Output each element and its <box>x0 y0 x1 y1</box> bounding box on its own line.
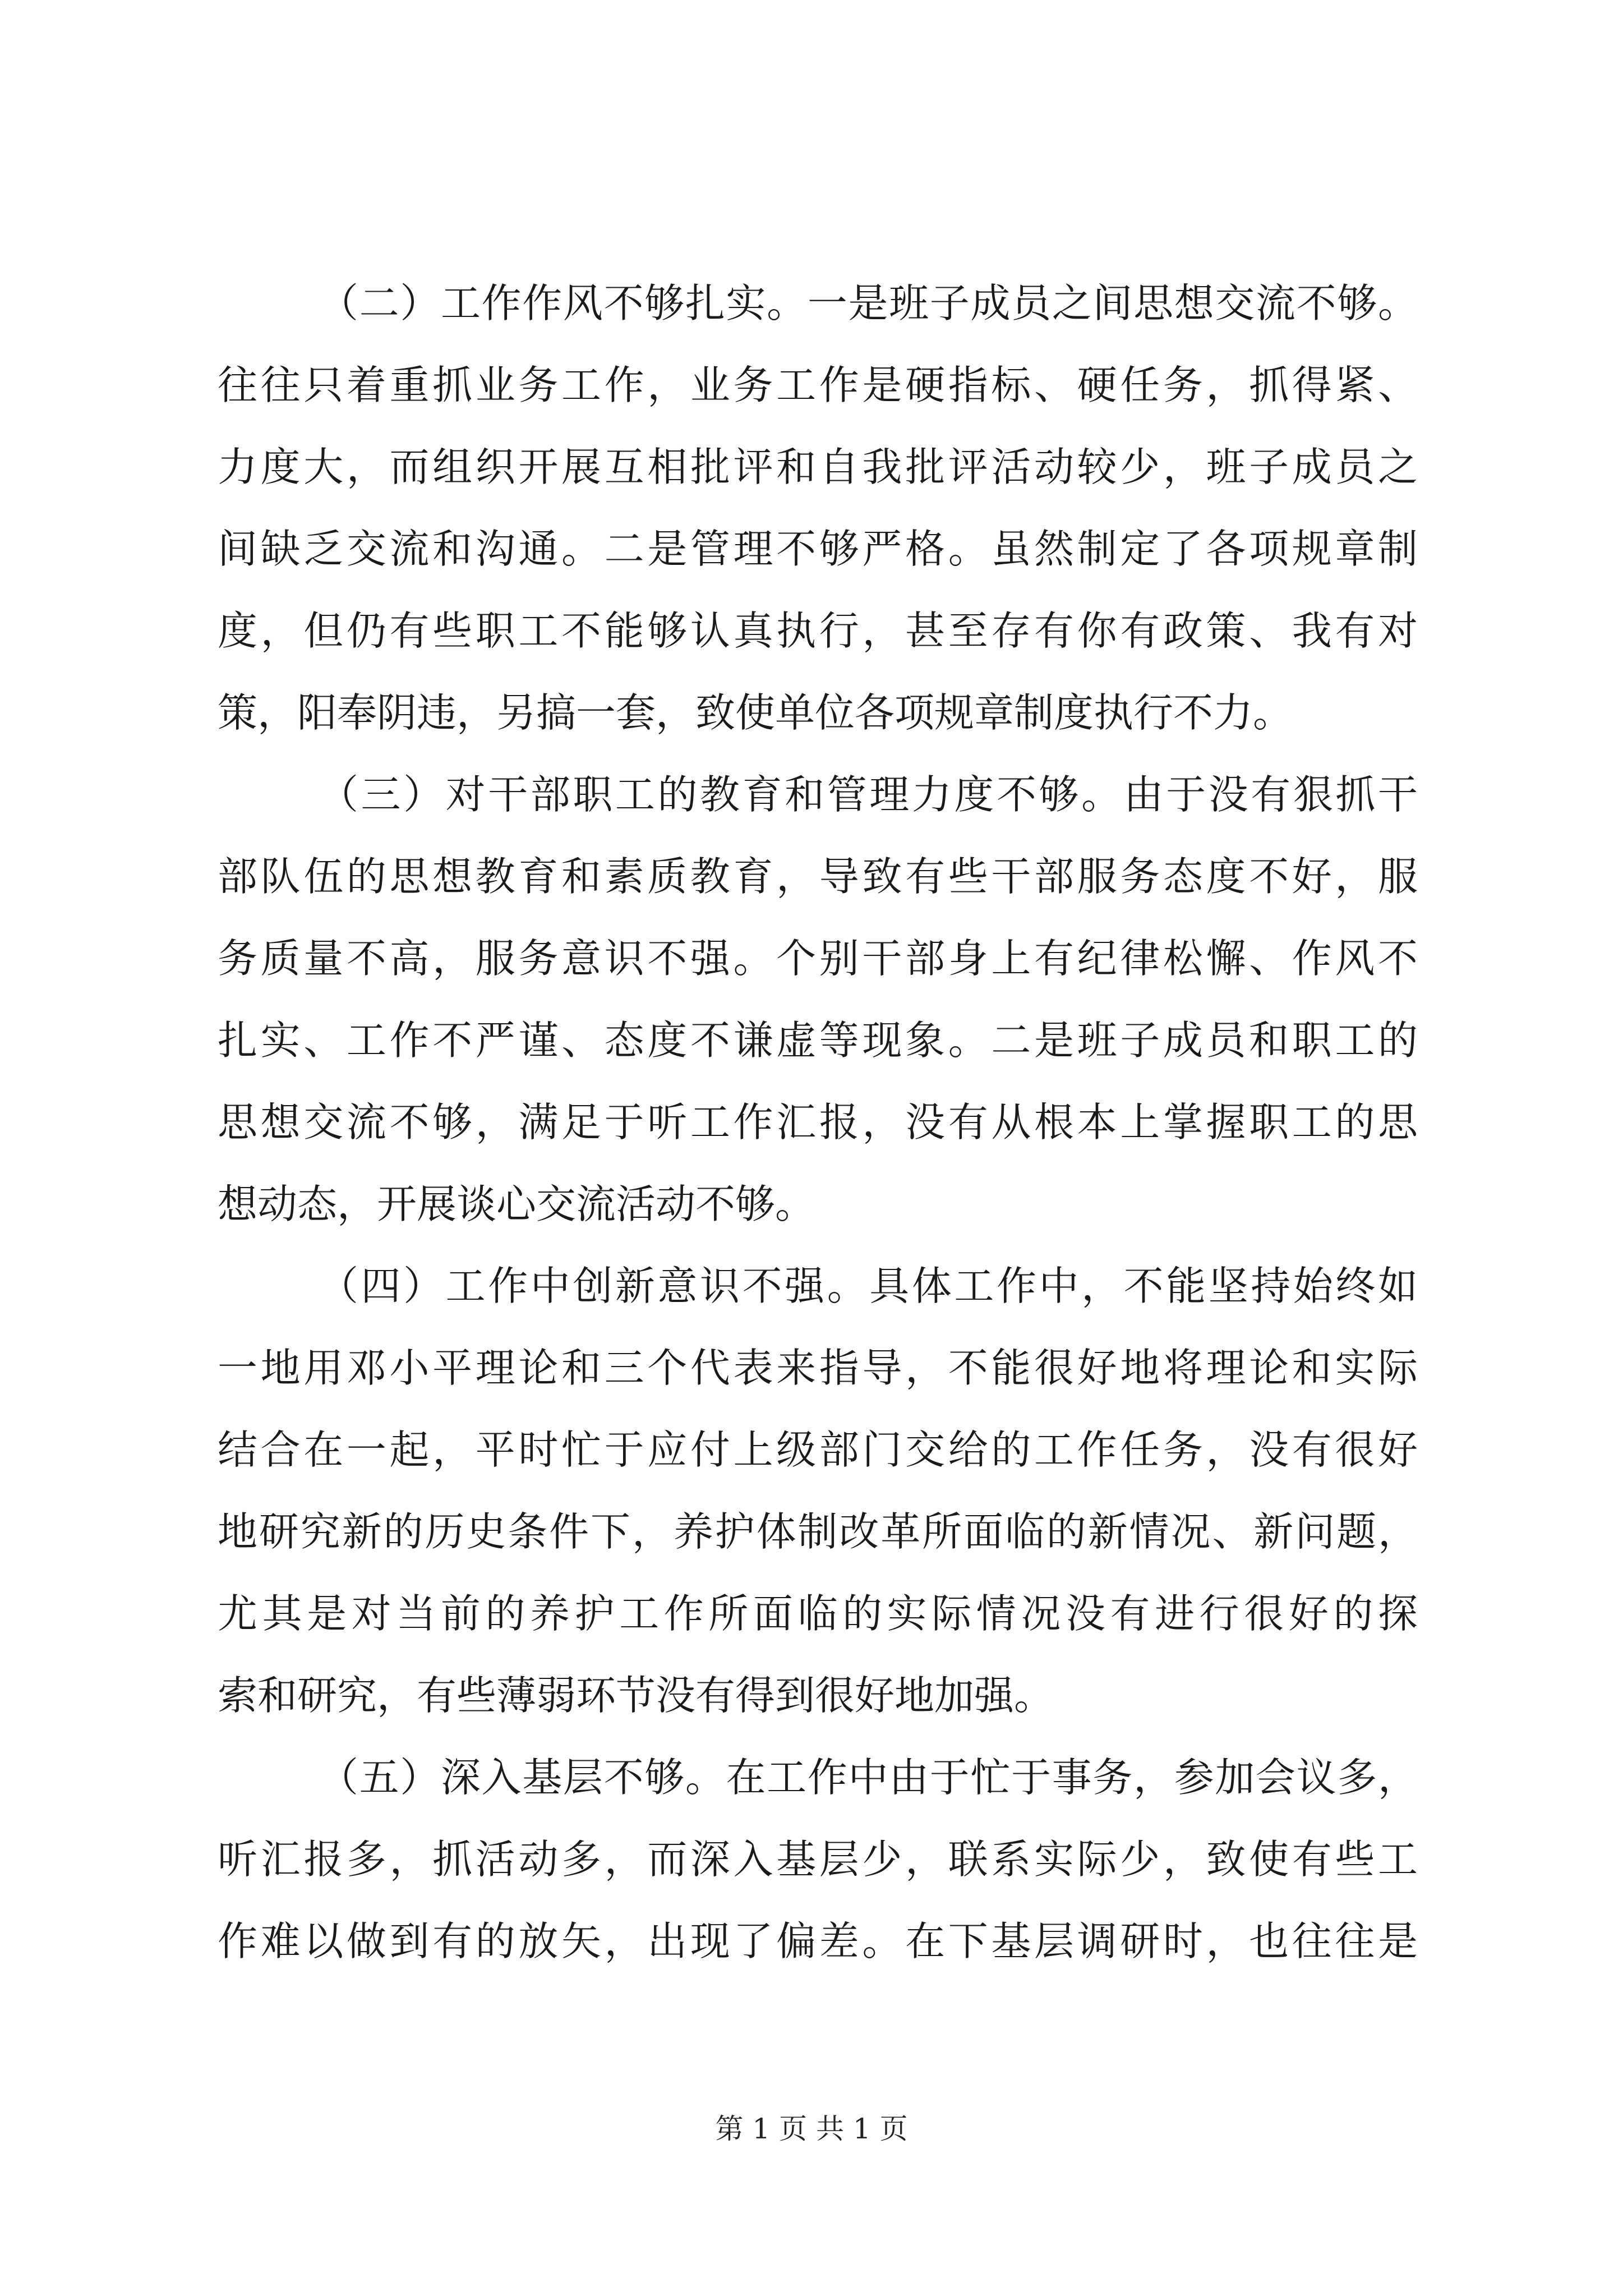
text-line: 力度大，而组织开展互相批评和自我批评活动较少，班子成员之 <box>218 444 1418 490</box>
text-line: 间缺乏交流和沟通。二是管理不够严格。虽然制定了各项规章制 <box>218 526 1418 572</box>
text-line: 想动态，开展谈心交流活动不够。 <box>218 1181 815 1227</box>
text-line: 策，阳奉阴违，另搞一套，致使单位各项规章制度执行不力。 <box>218 689 1293 736</box>
paragraph-5 <box>218 1737 1418 1982</box>
text-line: （二）工作作风不够扎实。一是班子成员之间思想交流不够。 <box>319 280 1418 326</box>
text-line: （四）工作中创新意识不强。具体工作中，不能坚持始终如 <box>319 1263 1418 1309</box>
text-line: （三）对干部职工的教育和管理力度不够。由于没有狠抓干 <box>319 771 1418 818</box>
paragraph-3 <box>218 754 1418 1245</box>
text-line: （五）深入基层不够。在工作中由于忙于事务，参加会议多， <box>319 1754 1418 1801</box>
page-footer: 第 1 页 共 1 页 <box>715 2113 908 2145</box>
text-line: 尤其是对当前的养护工作所面临的实际情况没有进行很好的探 <box>218 1590 1418 1637</box>
document-body <box>218 263 1418 1982</box>
text-line: 往往只着重抓业务工作，业务工作是硬指标、硬任务，抓得紧、 <box>218 362 1418 408</box>
text-line: 索和研究，有些薄弱环节没有得到很好地加强。 <box>218 1672 1054 1719</box>
paragraph-4 <box>218 1245 1418 1737</box>
text-line: 扎实、工作不严谨、态度不谦虚等现象。二是班子成员和职工的 <box>218 1017 1418 1064</box>
text-line: 作难以做到有的放矢，出现了偏差。在下基层调研时，也往往是 <box>218 1918 1418 1964</box>
text-line: 听汇报多，抓活动多，而深入基层少，联系实际少，致使有些工 <box>218 1836 1418 1883</box>
text-line: 一地用邓小平理论和三个代表来指导，不能很好地将理论和实际 <box>218 1345 1418 1391</box>
text-line: 度，但仍有些职工不能够认真执行，甚至存有你有政策、我有对 <box>218 608 1418 654</box>
text-line: 结合在一起，平时忙于应付上级部门交给的工作任务，没有很好 <box>218 1427 1418 1473</box>
text-line: 思想交流不够，满足于听工作汇报，没有从根本上掌握职工的思 <box>218 1099 1418 1145</box>
text-line: 务质量不高，服务意识不强。个别干部身上有纪律松懈、作风不 <box>218 935 1418 982</box>
text-line: 地研究新的历史条件下，养护体制改革所面临的新情况、新问题， <box>218 1508 1418 1555</box>
paragraph-2 <box>218 263 1418 754</box>
text-line: 部队伍的思想教育和素质教育，导致有些干部服务态度不好，服 <box>218 853 1418 900</box>
